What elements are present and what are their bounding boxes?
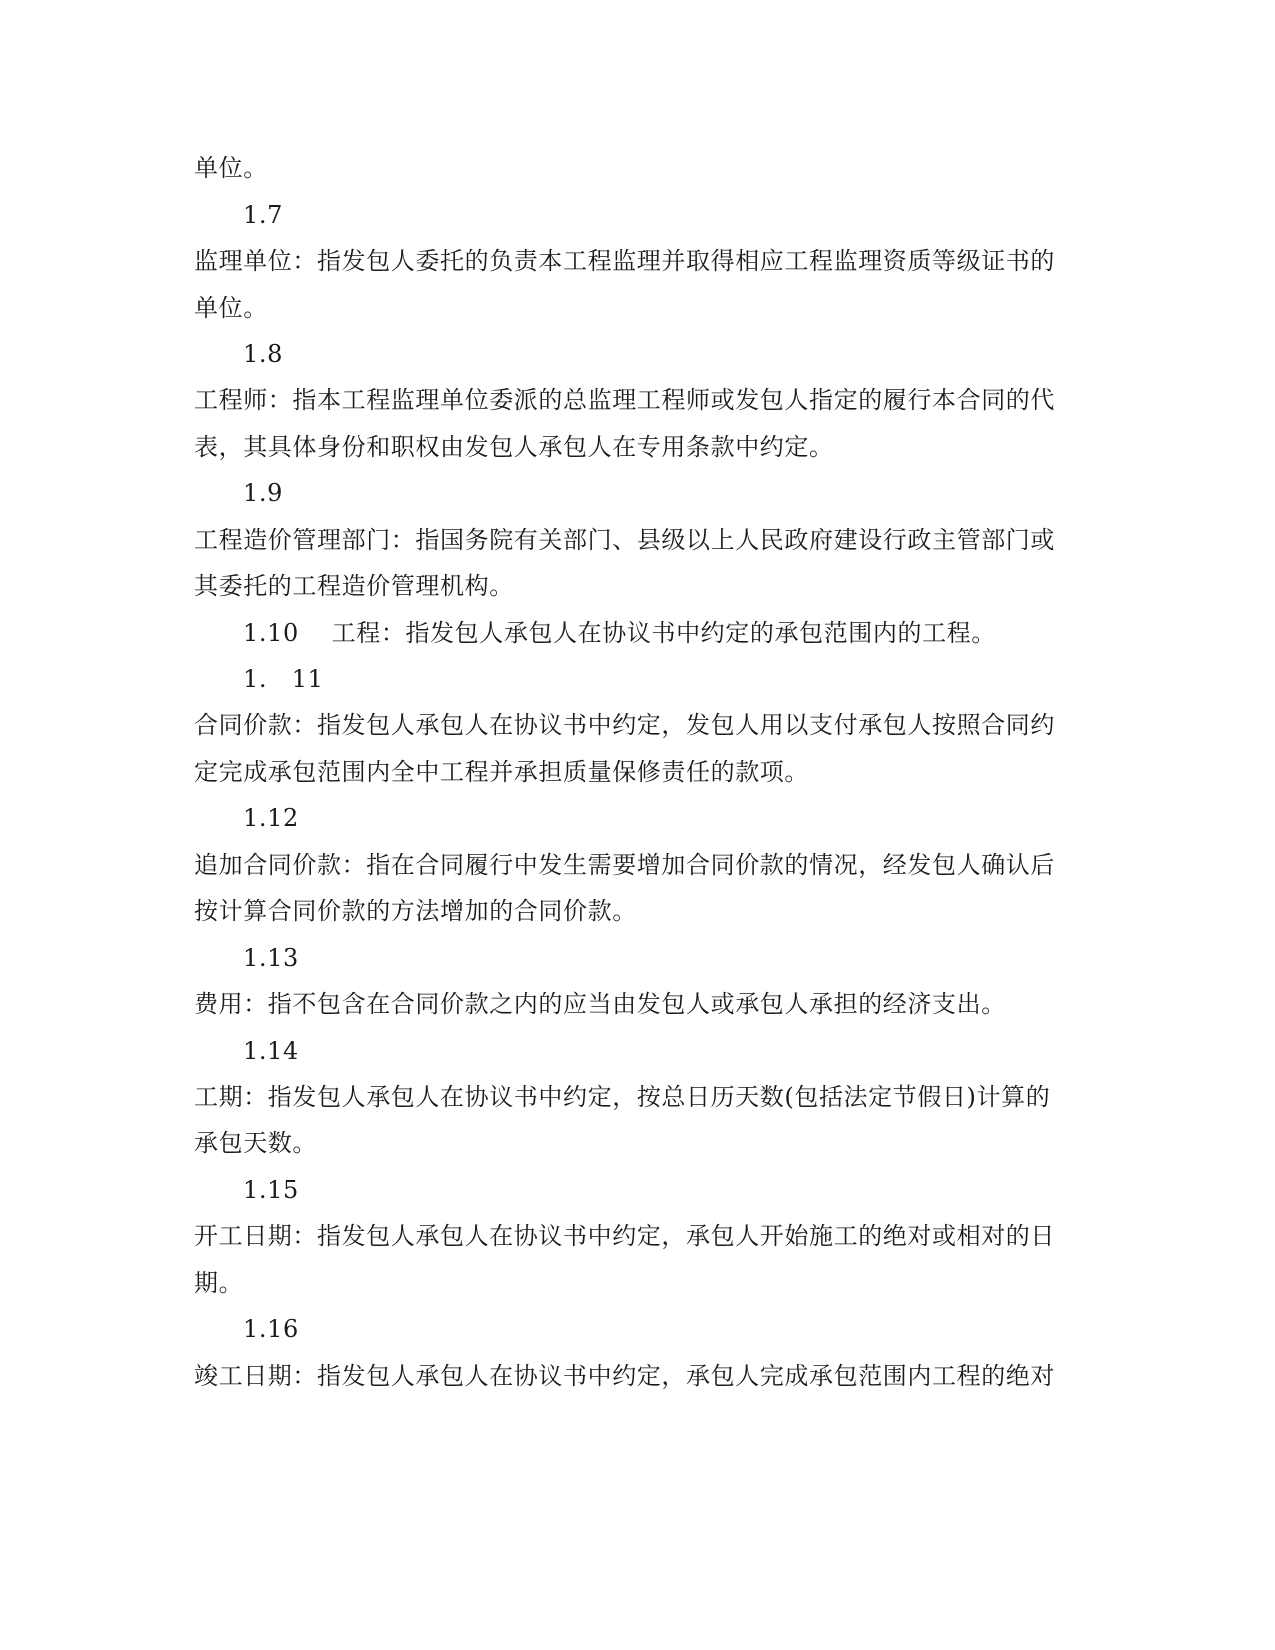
text-line: 合同价款：指发包人承包人在协议书中约定，发包人用以支付承包人按照合同约 xyxy=(194,711,1055,739)
clause-number: 1.15 xyxy=(243,1176,299,1204)
text-line: 定完成承包范围内全中工程并承担质量保修责任的款项。 xyxy=(194,758,809,786)
text-line: 监理单位：指发包人委托的负责本工程监理并取得相应工程监理资质等级证书的 xyxy=(194,247,1055,275)
text-line: 单位。 xyxy=(194,294,268,322)
clause-number: 1.13 xyxy=(243,944,299,972)
text-line: 表，其具体身份和职权由发包人承包人在专用条款中约定。 xyxy=(194,433,834,461)
text-line: 按计算合同价款的方法增加的合同价款。 xyxy=(194,897,637,925)
text-line: 开工日期：指发包人承包人在协议书中约定，承包人开始施工的绝对或相对的日 xyxy=(194,1222,1055,1250)
text-line: 工程造价管理部门：指国务院有关部门、县级以上人民政府建设行政主管部门或 xyxy=(194,526,1055,554)
text-line: 费用：指不包含在合同价款之内的应当由发包人或承包人承担的经济支出。 xyxy=(194,990,1006,1018)
text-line: 期。 xyxy=(194,1269,244,1297)
text-line: 承包天数。 xyxy=(194,1129,317,1157)
text-line: 工程师：指本工程监理单位委派的总监理工程师或发包人指定的履行本合同的代 xyxy=(194,386,1055,414)
clause-number: 1.14 xyxy=(243,1037,299,1065)
clause-number: 1.12 xyxy=(243,804,299,832)
clause-line: 1.10 工程：指发包人承包人在协议书中约定的承包范围内的工程。 xyxy=(243,619,996,647)
text-line: 单位。 xyxy=(194,154,268,182)
text-line: 工期：指发包人承包人在协议书中约定，按总日历天数(包括法定节假日)计算的 xyxy=(194,1083,1051,1111)
text-line: 追加合同价款：指在合同履行中发生需要增加合同价款的情况，经发包人确认后 xyxy=(194,851,1055,879)
clause-number: 1. 11 xyxy=(243,665,324,693)
clause-number: 1.8 xyxy=(243,340,283,368)
clause-number: 1.7 xyxy=(243,201,283,229)
text-line: 其委托的工程造价管理机构。 xyxy=(194,572,514,600)
clause-number: 1.16 xyxy=(243,1315,299,1343)
text-line: 竣工日期：指发包人承包人在协议书中约定，承包人完成承包范围内工程的绝对 xyxy=(194,1362,1055,1390)
clause-number: 1.9 xyxy=(243,479,283,507)
